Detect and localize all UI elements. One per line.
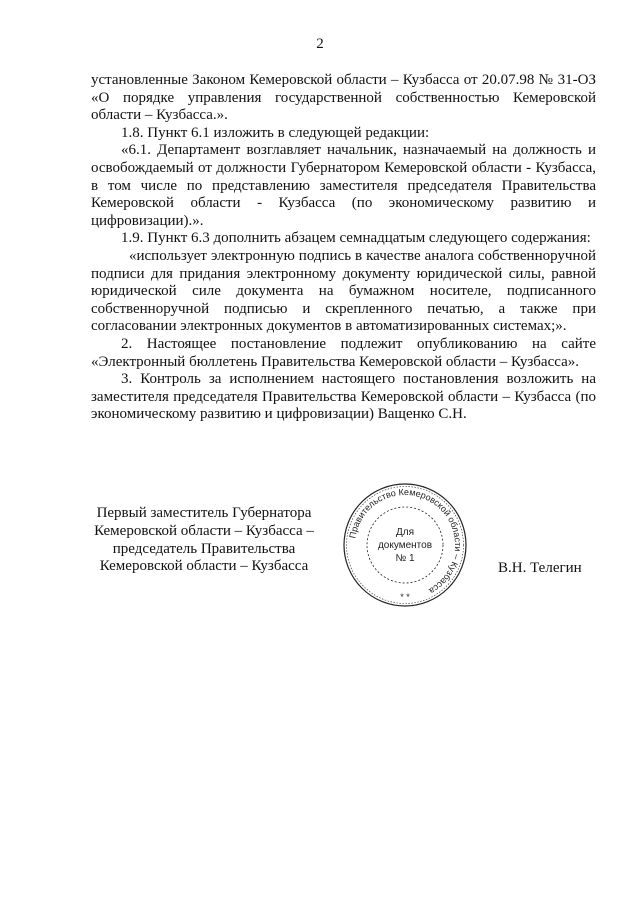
stamp-center-line-1: Для <box>395 527 415 538</box>
paragraph-6-1-text: «6.1. Департамент возглавляет начальник, назначаемый на должность и освобождаемый от должности Губернатором Кемеровской области - Кузбасса, в том числе по представлению заместителя председателя Правительства Кемеровской области - Кузбасса (по экономическому развитию и цифровизации).». <box>91 142 596 229</box>
official-stamp <box>340 480 470 610</box>
paragraph-quote-signature: «использует электронную подпись в качестве аналога собственноручной подписи для придания электронному документу юридической силы, равной юридической силе документа на бумажном носителе, подписанного собственноручной подписью и скрепленного печатью, а также при согласовании электронных документов в автоматизированных системах;». <box>91 247 596 335</box>
signer-name: В.Н. Телегин <box>498 560 582 576</box>
paragraph-3: 3. Контроль за исполнением настоящего постановления возложить на заместителя председателя Правительства Кемеровской области – Кузбасса (по экономическому развитию и цифровизации) Ващенко С.Н. <box>91 371 596 423</box>
paragraph-2: 2. Настоящее постановление подлежит опубликованию на сайте «Электронный бюллетень Правительства Кемеровской области – Кузбасса». <box>91 335 596 370</box>
signer-line-1: Первый заместитель Губернатора <box>96 505 312 521</box>
page-number: 2 <box>316 36 324 52</box>
signer-line-3: председатель Правительства <box>112 540 296 557</box>
signer-line-4: Кемеровской области – Кузбасса <box>99 558 309 575</box>
signer-line-2: Кемеровской области – Кузбасса – <box>94 522 314 539</box>
signer-position <box>88 505 320 576</box>
stamp-stars: * * <box>400 592 410 602</box>
stamp-ring-text: Правительство Кемеровской области – Кузбасса <box>347 486 464 597</box>
stamp-center-line-3: № 1 <box>395 553 415 564</box>
document-body <box>91 72 596 424</box>
paragraph-1-8: 1.8. Пункт 6.1 изложить в следующей редакции: <box>121 124 430 141</box>
paragraph-1-cont: установленные Законом Кемеровской области – Кузбасса от 20.07.98 № 31-ОЗ «О порядке управления государственной собственностью Кемеровской области – Кузбасса.». <box>91 72 596 124</box>
paragraph-1-9: 1.9. Пункт 6.3 дополнить абзацем семнадцатым следующего содержания: <box>121 230 591 247</box>
stamp-center-line-2: документов <box>377 540 433 551</box>
